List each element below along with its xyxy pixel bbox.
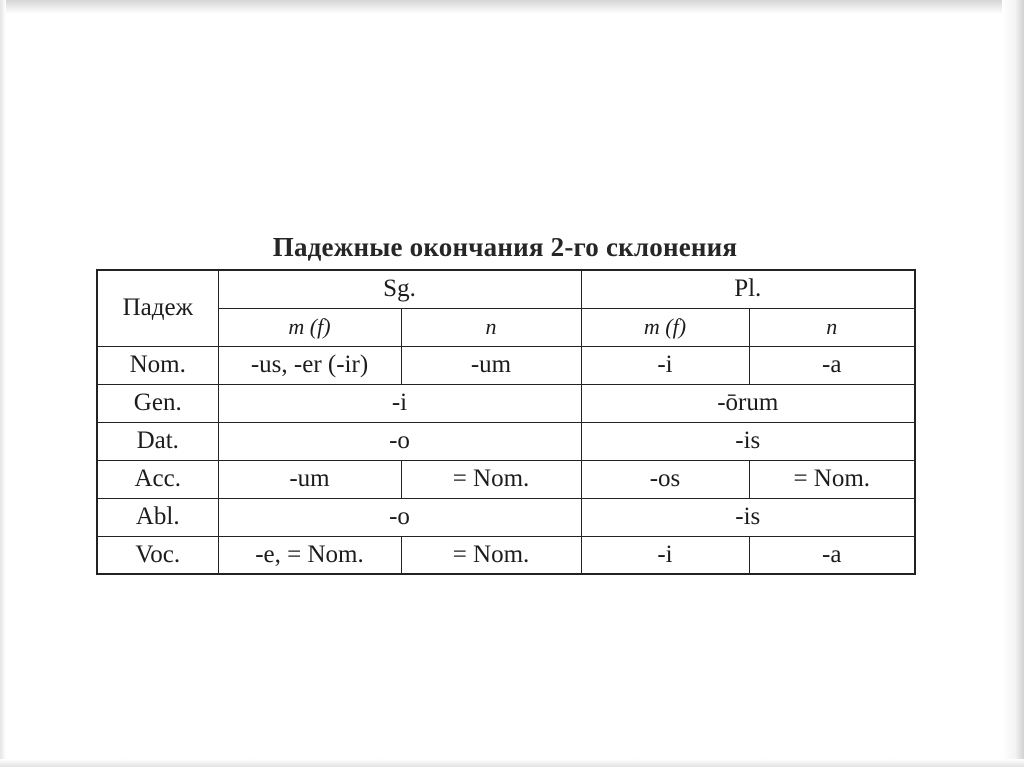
case-label-cell: Nom. (97, 346, 218, 384)
ending-cell: -a (749, 346, 915, 384)
case-label-cell: Acc. (97, 460, 218, 498)
header-row-number (97, 270, 915, 308)
table-row-dative (97, 422, 915, 460)
ending-cell: -is (581, 422, 915, 460)
ending-cell: -us, -er (-ir) (218, 346, 401, 384)
sg-masc-fem-header: m (f) (218, 308, 401, 346)
ending-cell: -um (401, 346, 581, 384)
ending-cell: -i (581, 346, 749, 384)
ending-cell: = Nom. (401, 460, 581, 498)
table-row-nominative (97, 346, 915, 384)
frame-shadow-bottom (0, 759, 1024, 767)
frame-shadow-right (1002, 0, 1024, 767)
ending-cell: -i (218, 384, 581, 422)
ending-cell: -i (581, 536, 749, 574)
table-row-accusative (97, 460, 915, 498)
frame-shadow-top (0, 0, 1024, 14)
ending-cell: -os (581, 460, 749, 498)
ending-cell: -ōrum (581, 384, 915, 422)
pl-masc-fem-header: m (f) (581, 308, 749, 346)
case-label-cell: Abl. (97, 498, 218, 536)
case-label-cell: Voc. (97, 536, 218, 574)
header-row-gender (97, 308, 915, 346)
ending-cell: = Nom. (401, 536, 581, 574)
table-row-ablative (97, 498, 915, 536)
table-row-genitive (97, 384, 915, 422)
sg-neuter-header: n (401, 308, 581, 346)
ending-cell: -is (581, 498, 915, 536)
case-header-cell: Падеж (97, 270, 218, 346)
declension-table (96, 269, 916, 575)
singular-header-cell: Sg. (218, 270, 581, 308)
ending-cell: -e, = Nom. (218, 536, 401, 574)
ending-cell: -o (218, 498, 581, 536)
plural-header-cell: Pl. (581, 270, 915, 308)
ending-cell: -um (218, 460, 401, 498)
ending-cell: -a (749, 536, 915, 574)
ending-cell: -o (218, 422, 581, 460)
case-label-cell: Gen. (97, 384, 218, 422)
pl-neuter-header: n (749, 308, 915, 346)
table-title: Падежные окончания 2-го склонения (272, 232, 738, 262)
frame-shadow-left (0, 0, 6, 767)
table-row-vocative (97, 536, 915, 574)
case-label-cell: Dat. (97, 422, 218, 460)
ending-cell: = Nom. (749, 460, 915, 498)
